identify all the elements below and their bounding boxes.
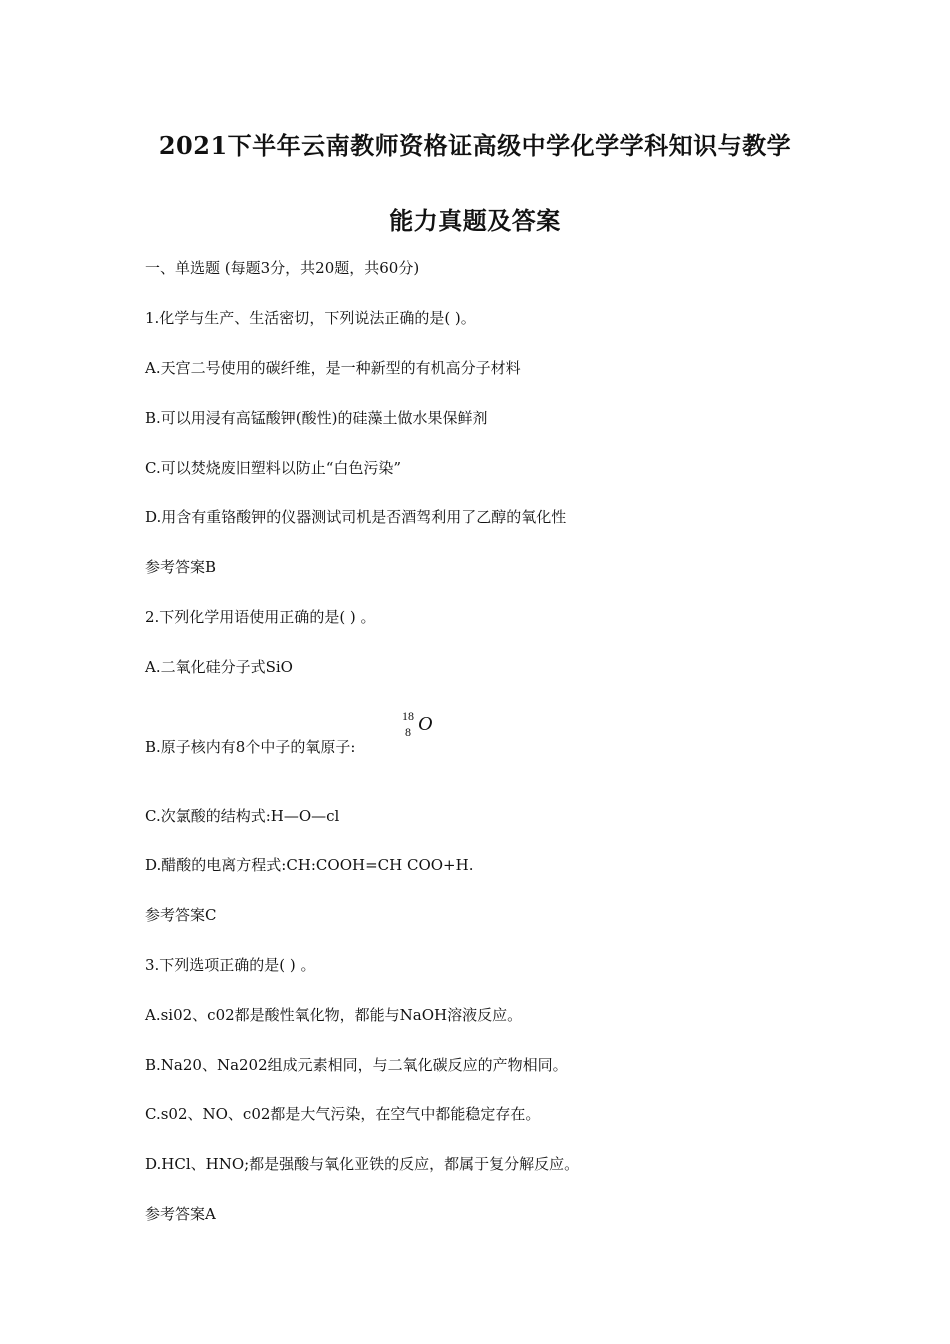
question-2-answer: 参考答案C: [145, 906, 217, 924]
question-3-option-b: B.Na20、Na202组成元素相同，与二氧化碳反应的产物相同。: [145, 1056, 568, 1074]
oxygen-isotope-notation: [402, 709, 442, 743]
question-2-option-a: A.二氧化硅分子式SiO: [145, 658, 293, 676]
document-title-line-2: 能力真题及答案: [389, 206, 561, 235]
question-1-option-a: A.天宫二号使用的碳纤维，是一种新型的有机高分子材料: [145, 359, 521, 377]
question-1-option-b: B.可以用浸有高锰酸钾(酸性)的硅藻土做水果保鲜剂: [145, 409, 488, 427]
question-1-option-c: C.可以焚烧废旧塑料以防止“白色污染”: [145, 459, 402, 477]
question-1-answer: 参考答案B: [145, 558, 217, 576]
question-2-option-d: D.醋酸的电离方程式:CH:COOH=CH COO+H.: [145, 856, 474, 874]
question-3-option-d: D.HCl、HNO;都是强酸与氧化亚铁的反应，都属于复分解反应。: [145, 1155, 580, 1173]
question-3-stem: 3.下列选项正确的是( ) 。: [145, 956, 316, 974]
question-3-option-c: C.s02、NO、c02都是大气污染，在空气中都能稳定存在。: [145, 1105, 541, 1123]
isotope-symbol: O: [418, 713, 433, 735]
question-1-stem: 1.化学与生产、生活密切，下列说法正确的是( )。: [145, 309, 476, 327]
question-2-stem: 2.下列化学用语使用正确的是( ) 。: [145, 608, 376, 626]
isotope-atomic-number: 8: [405, 725, 411, 739]
question-1-option-d: D.用含有重铬酸钾的仪器测试司机是否酒驾利用了乙醇的氧化性: [145, 508, 567, 526]
question-2-option-c: C.次氯酸的结构式:H—O—cl: [145, 807, 340, 825]
document-title-line-1: 2021下半年云南教师资格证高级中学化学学科知识与教学: [158, 131, 792, 160]
question-3-answer: 参考答案A: [145, 1205, 216, 1223]
section-header: 一、单选题 (每题3分，共20题，共60分): [145, 259, 420, 277]
question-3-option-a: A.si02、c02都是酸性氧化物，都能与NaOH溶液反应。: [145, 1006, 523, 1024]
isotope-mass-number: 18: [402, 709, 414, 723]
question-2-option-b: B.原子核内有8个中子的氧原子:: [145, 738, 356, 756]
